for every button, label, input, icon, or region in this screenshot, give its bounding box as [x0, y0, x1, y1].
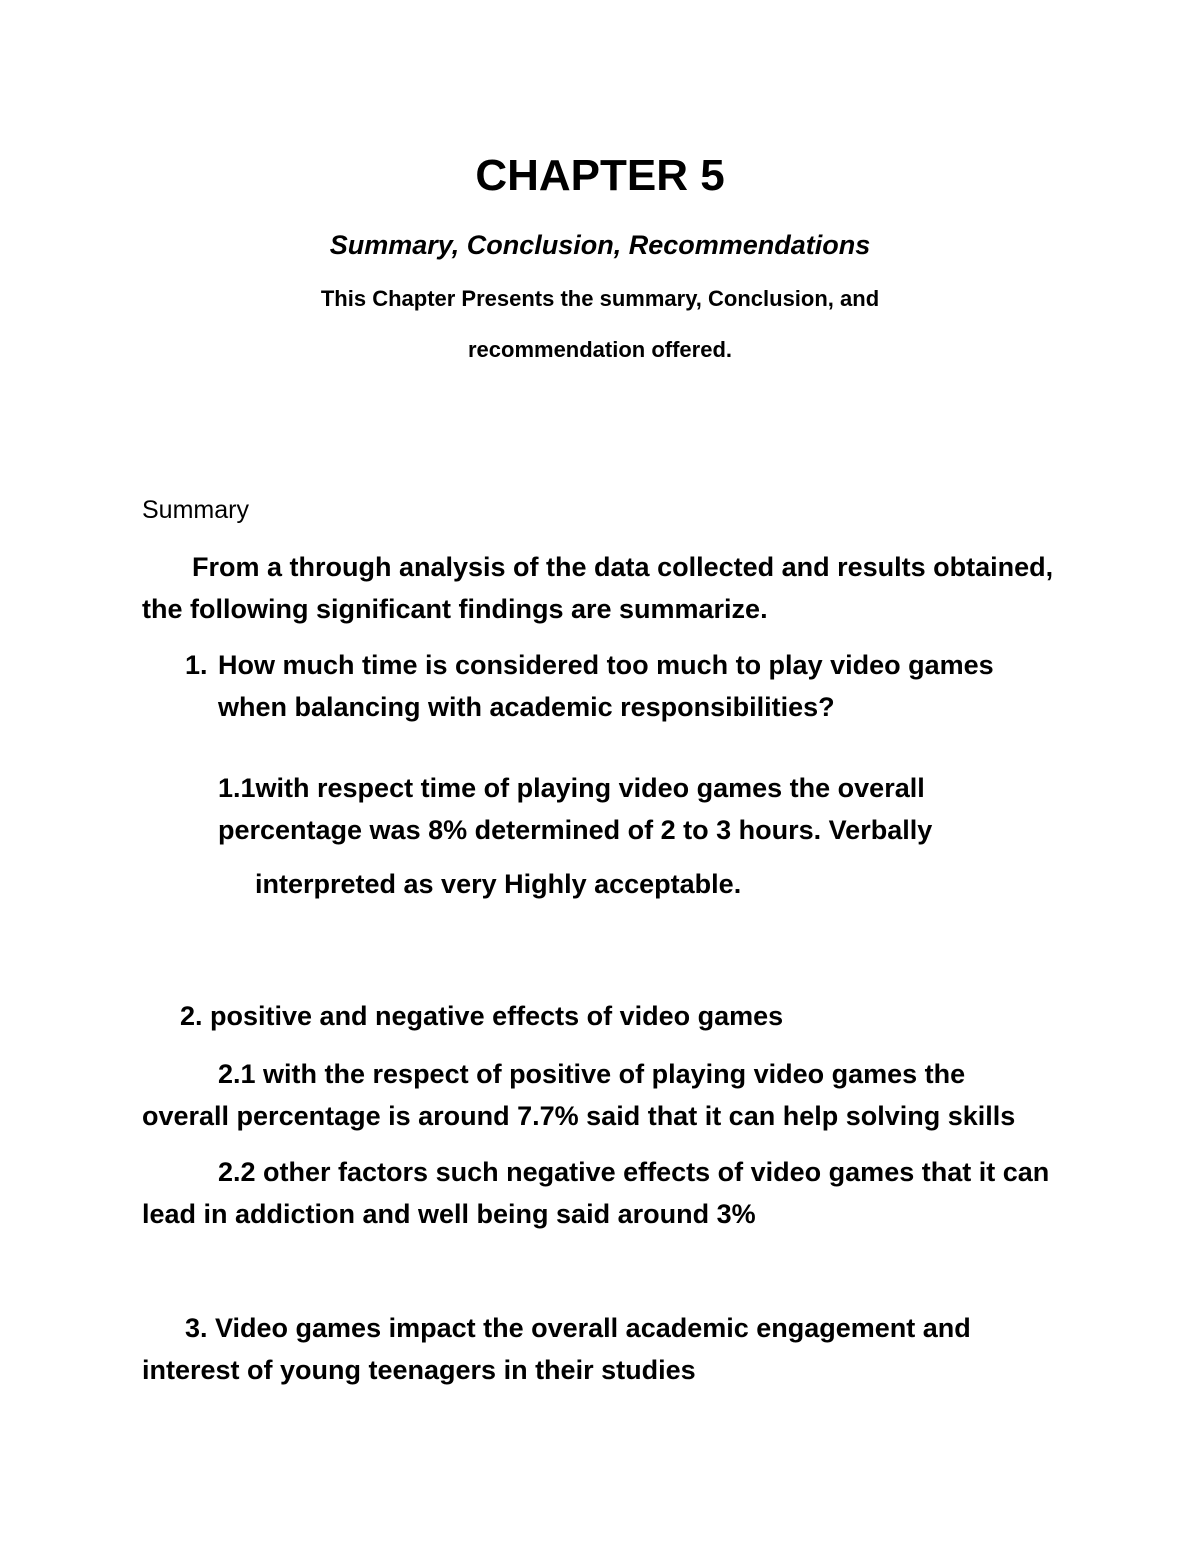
chapter-title: CHAPTER 5: [475, 151, 725, 200]
summary-paragraph-line-2: the following significant findings are summarize.: [142, 594, 768, 624]
item-1-line-2: when balancing with academic responsibilities?: [218, 692, 835, 722]
chapter-subtitle: Summary, Conclusion, Recommendations: [329, 230, 871, 260]
summary-paragraph-line-1: From a through analysis of the data collected and results obtained,: [192, 552, 1054, 582]
item-1-1-line-2: percentage was 8% determined of 2 to 3 hours. Verbally: [218, 815, 933, 845]
item-1-1-line-3: interpreted as very Highly acceptable.: [255, 869, 742, 899]
item-1-number: 1.: [185, 650, 208, 680]
intro-line-2: recommendation offered.: [467, 337, 733, 362]
item-1-line-1: How much time is considered too much to play video games: [218, 650, 994, 680]
item-2-2-line-1: 2.2 other factors such negative effects of video games that it can: [218, 1157, 1050, 1187]
summary-heading: Summary: [142, 496, 249, 524]
item-2-1-line-1: 2.1 with the respect of positive of playing video games the: [218, 1059, 966, 1089]
item-2-2-line-2: lead in addiction and well being said around 3%: [142, 1199, 756, 1229]
item-2-1-line-2: overall percentage is around 7.7% said that it can help solving skills: [142, 1101, 1016, 1131]
item-1-1-line-1: 1.1with respect time of playing video games the overall: [218, 773, 925, 803]
item-3-line-1: 3. Video games impact the overall academic engagement and: [185, 1313, 971, 1343]
item-3-line-2: interest of young teenagers in their studies: [142, 1355, 696, 1385]
item-2-heading: 2. positive and negative effects of video games: [180, 1001, 784, 1031]
intro-line-1: This Chapter Presents the summary, Conclusion, and: [320, 286, 880, 311]
